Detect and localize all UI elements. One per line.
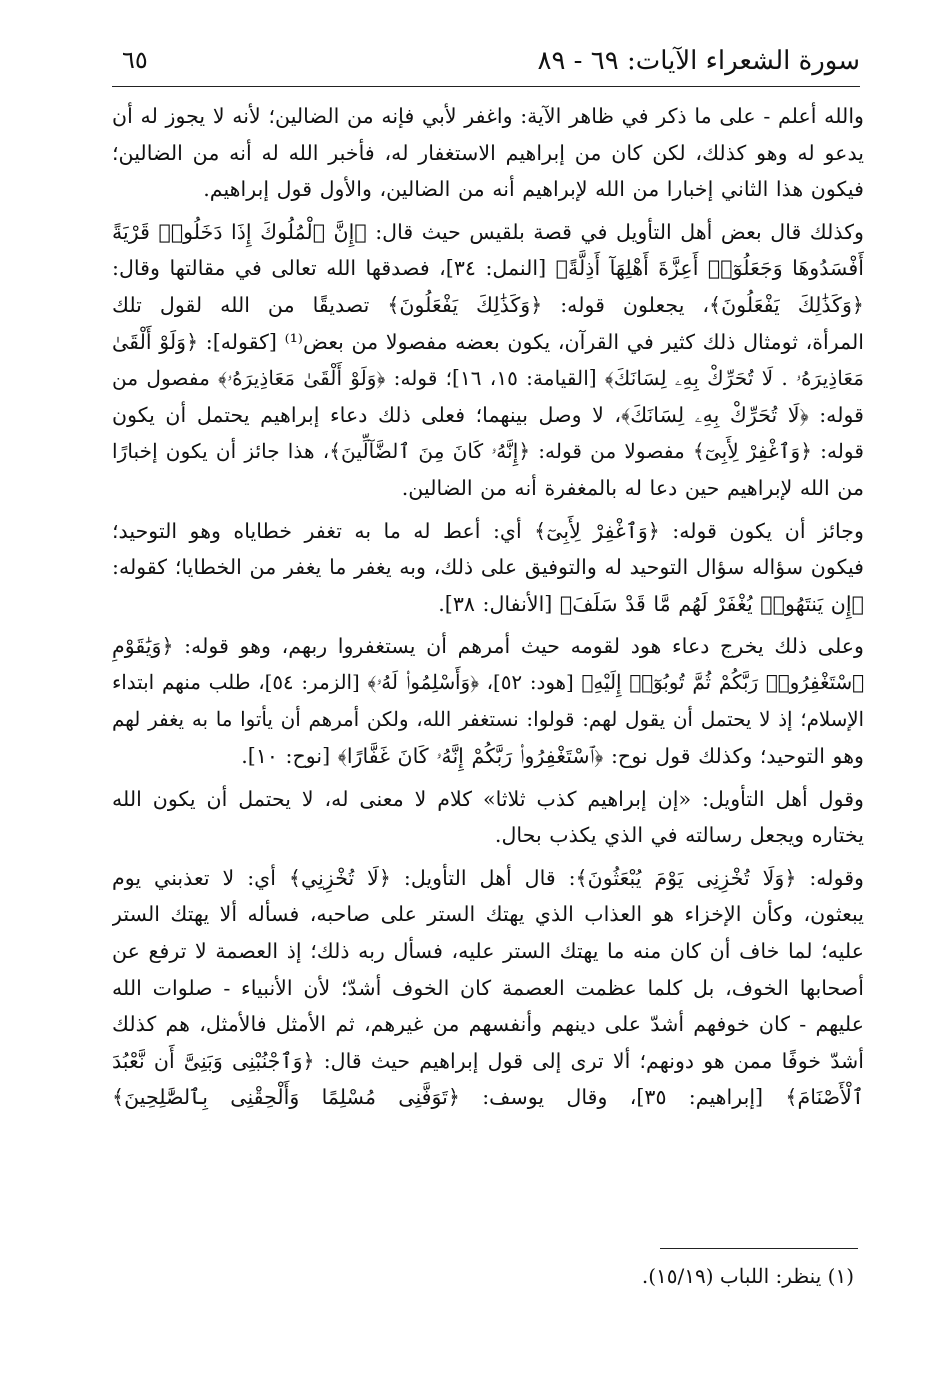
text-line: ٱسْتَغْفِرُوا۟ رَبَّكُمْ ثُمَّ تُوبُوٓا۟ إِلَيْهِ﴾ [هود: ٥٢]، ﴿وَأَسْلِمُوا۟ لَهُۥ﴾ [الزمر: ٥٤]، طلب منهم ابتداء: [112, 670, 864, 694]
text-line: عليه؛ لما خاف أن كان منه ما يهتك الستر عليه، فسأل ربه ذلك؛ إذ العصمة لا ترفع عن: [112, 939, 864, 964]
text-line: يختاره ويجعل رسالته في الذي يكذب بحال.: [494, 823, 864, 848]
text-line: أصحابها الخوف، بل كلما عظمت العصمة كان الخوف أشدّ؛ لأن الأنبياء - صلوات الله: [112, 975, 864, 1000]
paragraph: [112, 98, 864, 208]
text-line: وقول أهل التأويل: «إن إبراهيم كذب ثلاثا» كلام لا معنى له، لا يحتمل أن يكون الله: [112, 786, 864, 811]
text-line: عليهم - كان خوفهم أشدّ على دينهم وأنفسهم من غيرهم، ثم الأمثل فالأمثل، هم كذلك: [112, 1012, 864, 1037]
text-line: ﴿إِن يَنتَهُوا۟ يُغْفَرْ لَهُم مَّا قَدْ سَلَفَ﴾ [الأنفال: ٣٨].: [438, 591, 864, 616]
text-line: من الله لإبراهيم حين دعا له بالمغفرة أنه من الضالين.: [401, 475, 864, 500]
text-line: فيكون سؤاله سؤال التوحيد له والتوفيق على ذلك، وبه يغفر ما يغفر من الخطايا؛ كقوله:: [112, 555, 864, 580]
text-line: المرأة، ثومثال ذلك كثير في القرآن، يكون بعضه مفصولا من بعض⁽¹⁾ [كقوله]: ﴿وَلَوْ أَلْقَىٰ: [112, 329, 864, 354]
text-line: ٱلْأَصْنَامَ﴾ [إبراهيم: ٣٥]، وقال يوسف: ﴿تَوَفَّنِى مُسْلِمًا وَأَلْحِقْنِى بِٱلصَّٰلِحِينَ﴾: [112, 1085, 864, 1110]
paragraph: [112, 214, 864, 507]
text-line: وهو التوحيد؛ وكذلك قول نوح: ﴿ٱسْتَغْفِرُوا۟ رَبَّكُمْ إِنَّهُۥ كَانَ غَفَّارًا﴾ [نوح: ١٠].: [241, 744, 864, 769]
footnote-separator: [660, 1248, 858, 1249]
running-header: [112, 40, 860, 87]
main-text: [112, 98, 864, 1116]
text-line: مَعَاذِيرَهُۥ . لَا تُحَرِّكْ بِهِۦ لِسَانَكَ﴾ [القيامة: ١٥، ١٦]؛ قوله: ﴿وَلَوْ أَلْقَىٰ مَعَاذِيرَهُۥ﴾ مفصول من: [112, 366, 864, 391]
text-line: قوله: ﴿لَا تُحَرِّكْ بِهِۦ لِسَانَكَ﴾، لا وصل بينهما؛ فعلى ذلك دعاء إبراهيم يحتمل أن يكون: [112, 402, 864, 427]
text-line: الإسلام؛ إذ لا يحتمل أن يقول لهم: قولوا: نستغفر الله، ولكن أمرهم أن يأتوا ما به يغفر لهم: [112, 707, 864, 731]
footnote: (١) ينظر: اللباب (١٥/١٩).: [641, 1264, 854, 1288]
text-line: أَفْسَدُوهَا وَجَعَلُوٓا۟ أَعِزَّةَ أَهْلِهَآ أَذِلَّةً﴾ [النمل: ٣٤]، فصدقها الله تعالى في مقالتها وقال:: [112, 256, 864, 281]
text-line: ﴿وَكَذَٰلِكَ يَفْعَلُونَ﴾، يجعلون قوله: ﴿وَكَذَٰلِكَ يَفْعَلُونَ﴾ تصديقًا من الله لقول تلك: [112, 292, 864, 317]
text-line: وعلى ذلك يخرج دعاء هود لقومه حيث أمرهم أن يستغفروا ربهم، وهو قوله: ﴿وَيَٰقَوْمِ: [112, 634, 864, 659]
paragraph: [112, 781, 864, 854]
paragraph: [112, 628, 864, 774]
text-line: قوله: ﴿وَٱغْفِرْ لِأَبِىٓ﴾ مفصولا من قوله: ﴿إِنَّهُۥ كَانَ مِنَ ٱلضَّآلِّينَ﴾، هذا جائز أن يكون إخبارًا: [112, 439, 864, 464]
page-number: ٦٥: [122, 46, 148, 74]
paragraph: [112, 860, 864, 1116]
text-line: وكذلك قال بعض أهل التأويل في قصة بلقيس حيث قال: ﴿إِنَّ ٱلْمُلُوكَ إِذَا دَخَلُوا۟ قَرْيَةً: [112, 219, 864, 244]
text-line: وقوله: ﴿وَلَا تُخْزِنِى يَوْمَ يُبْعَثُونَ﴾: قال أهل التأويل: ﴿لَا تُخْزِنِي﴾ أي: لا تعذبني يوم: [112, 865, 864, 890]
paragraph: [112, 513, 864, 623]
text-line: يدعو له وهو كذلك، لكن كان من إبراهيم الاستغفار له، فأخبر الله له أنه من الضالين؛: [112, 140, 864, 165]
chapter-title: سورة الشعراء الآيات: ٦٩ - ٨٩: [537, 46, 860, 76]
text-line: وجائز أن يكون قوله: ﴿وَٱغْفِرْ لِأَبِىٓ﴾ أي: أعط له ما به تغفر خطاياه وهو التوحيد؛: [112, 518, 864, 543]
text-line: يبعثون، وكأن الإخزاء هو العذاب الذي يهتك الستر على صاحبه، فسأله ألا يهتك الستر: [112, 902, 864, 927]
text-line: فيكون هذا الثاني إخبارا من الله لإبراهيم أنه من الضالين، والأول قول إبراهيم.: [203, 177, 864, 202]
text-line: والله أعلم - على ما ذكر في ظاهر الآية: واغفر لأبي فإنه من الضالين؛ لأنه لا يجوز له أن: [112, 104, 864, 128]
text-line: أشدّ خوفًا ممن هو دونهم؛ ألا ترى إلى قول إبراهيم حيث قال: ﴿وَٱجْنُبْنِى وَبَنِىَّ أَن نَّعْبُدَ: [112, 1048, 864, 1073]
